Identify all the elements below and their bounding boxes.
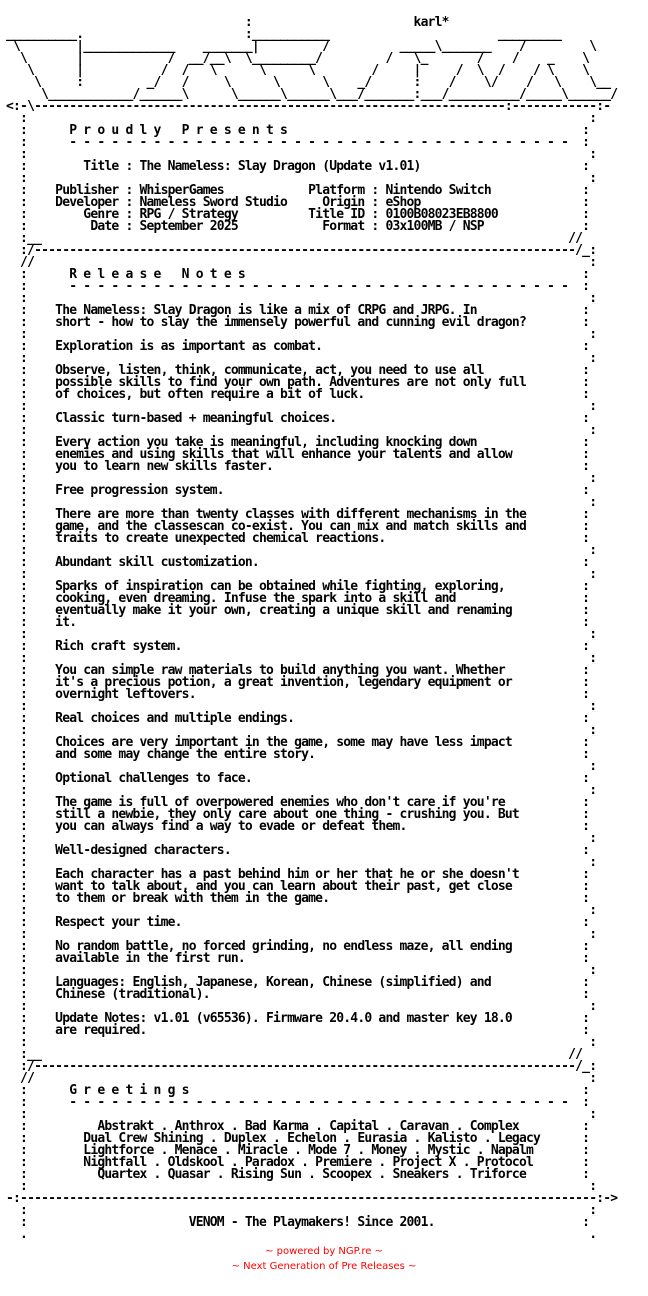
tagline-link[interactable]: ~ Next Generation of Pre Releases ~ [231,1261,417,1272]
footer [0,1244,648,1274]
powered-by-link[interactable]: ~ powered by NGP.re ~ [265,1246,383,1257]
nfo-text: : karl* __________. :___________ _________ \ |_____________ _______| / _____\_______ / \ \ | / __/__\ \_________/ / \_ / / _ \ \ | / / \ \ \ / | / \ / / \ \ \ : _/ / \ \ \ _/ : / \/ / \ \__ \____________/______\ \______\______\___/_______:___/__________/_____\______/ <:-\-------------------------------------------------------------------:------------:- : : : P r o u d l y P r e s e n t s : : - - - - - - - - - - - - - - - - - - - - - - - - - - - - - - - - - - - - : : : : Title : The Nameless: Slay Dragon (Update v1.01) : : : : Publisher : WhisperGames Platform : Nintendo Switch : : Developer : Nameless Sword Studio Origin : eShop : : Genre : RPG / Strategy Title ID : 0100B08023EB8800 : : Date : September 2025 Format : 03x100MB / NSP : :__ // :/-----------------------------------------------------------------------------/_: // : : R e l e a s e N o t e s : : - - - - - - - - - - - - - - - - - - - - - - - - - - - - - - - - - - - - : : : : The Nameless: Slay Dragon is like a mix of CRPG and JRPG. In : : short - how to slay the immensely powerful and cunning evil dragon? : : : : Exploration is as important as combat. : : : : Observe, listen, think, communicate, act, you need to use all : : possible skills to find your own path. Adventures are not only full : : of choices, but often require a bit of luck. : : : : Classic turn-based + meaningful choices. : : : : Every action you take is meaningful, including knocking down : : enemies and using skills that will enhance your talents and allow : : you to learn new skills faster. : : : : Free progression system. : : : : There are more than twenty classes with different mechanisms in the : : game, and the classescan co-exist. You can mix and match skills and : : traits to create unexpected chemical reactions. : : : : Abundant skill customization. : : : : Sparks of inspiration can be obtained while fighting, exploring, : : cooking, even dreaming. Infuse the spark into a skill and : : eventually make it your own, creating a unique skill and renaming : : it. : : : : Rich craft system. : : : : You can simple raw materials to build anything you want. Whether : : it's a precious potion, a great invention, legendary equipment or : : overnight leftovers. : : : : Real choices and multiple endings. : : : : Choices are very important in the game, some may have less impact : : and some may change the entire story. : : : : Optional challenges to face. : : : : The game is full of overpowered enemies who don't care if you're : : still a newbie, they only care about one thing - crushing you. But : : you can always find a way to evade or defeat them. : : : : Well-designed characters. : : : : Each character has a past behind him or her that he or she doesn't : : want to talk about, and you can learn about their past, get close : : to them or break with them in the game. : : : : Respect your time. : : : : No random battle, no forced grinding, no endless maze, all ending : : available in the first run. : : : : Languages: English, Japanese, Korean, Chinese (simplified) and : : Chinese (traditional). : : : : Update Notes: v1.01 (v65536). Firmware 20.4.0 and master key 18.0 : : are required. : : : :__ // :/-----------------------------------------------------------------------------/_: // : : G r e e t i n g s : : - - - - - - - - - - - - - - - - - - - - - - - - - - - - - - - - - - - - : : : : Abstrakt . Anthrox . Bad Karma . Capital . Caravan . Complex : : Dual Crew Shining . Duplex . Echelon . Eurasia . Kalisto . Legacy : : Lightforce . Menace . Miracle . Mode 7 . Money . Mystic . Napalm : : Nightfall . Oldskool . Paradox . Premiere . Project X . Protocol : : Quartex . Quasar . Rising Sun . Scoopex . Sneakers . Triforce : : : -:----------------------------------------------------------------------------------:-> : : : VENOM - The Playmakers! Since 2001. : . . [6,15,618,1242]
